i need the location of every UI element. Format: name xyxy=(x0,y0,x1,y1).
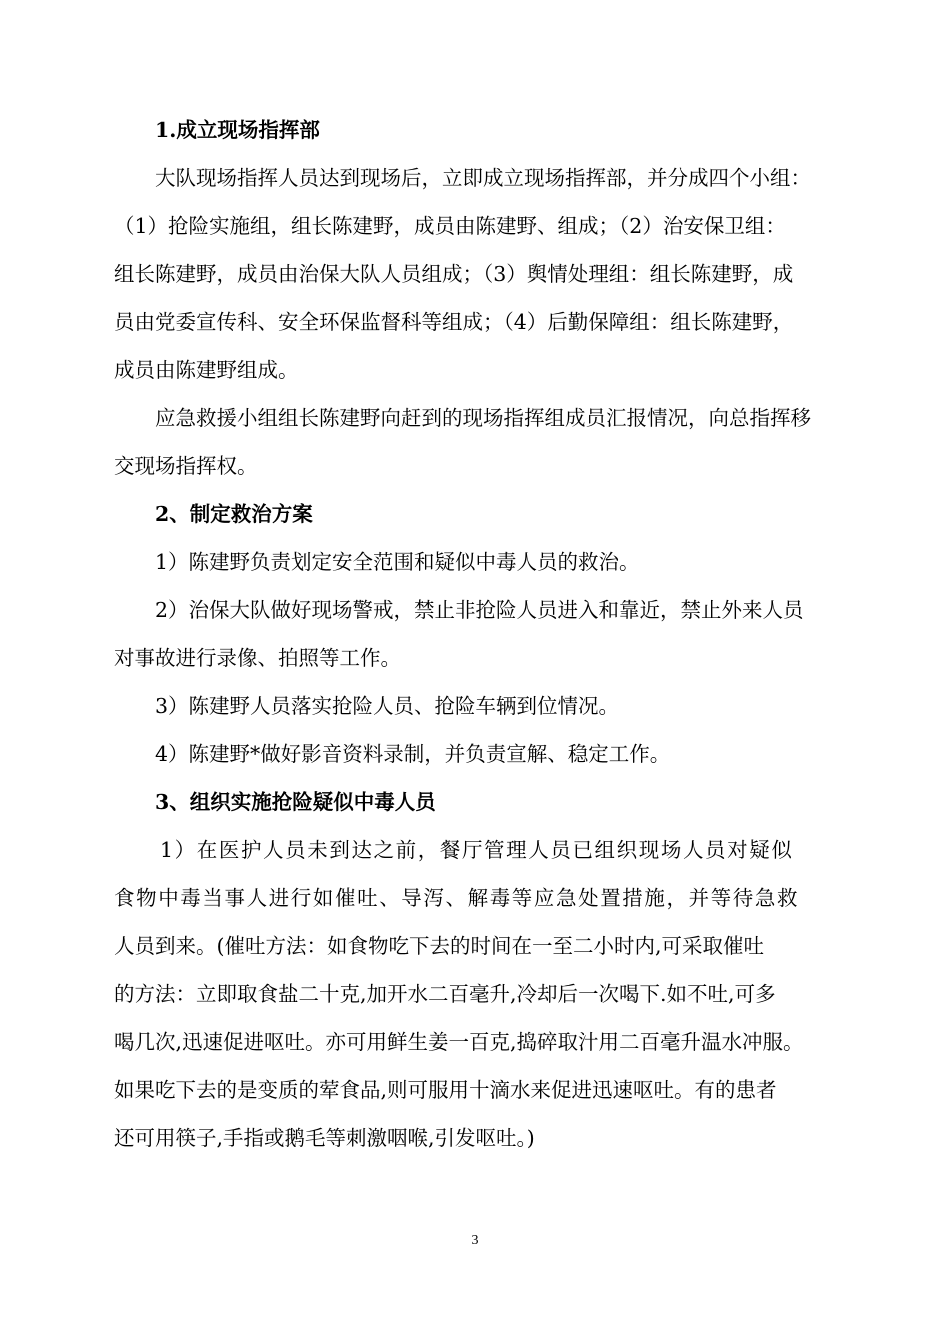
paragraph-line: 应急救援小组组长陈建野向赶到的现场指挥组成员汇报情况，向总指挥移 xyxy=(155,406,811,430)
paragraph-line: 喝几次,迅速促进呕吐。亦可用鲜生姜一百克,捣碎取汁用二百毫升温水冲服。 xyxy=(114,1030,804,1054)
list-item-continuation: 对事故进行录像、拍照等工作。 xyxy=(114,646,401,670)
list-item: 3）陈建野人员落实抢险人员、抢险车辆到位情况。 xyxy=(155,694,620,718)
paragraph-line: 成员由陈建野组成。 xyxy=(114,358,299,382)
paragraph-line: 员由党委宣传科、安全环保监督科等组成；（4）后勤保障组：组长陈建野， xyxy=(114,310,794,334)
paragraph-line: 食物中毒当事人进行如催吐、导泻、解毒等应急处置措施，并等待急救 xyxy=(114,886,800,910)
section-heading-3: 3、组织实施抢险疑似中毒人员 xyxy=(155,790,436,814)
paragraph-line: 大队现场指挥人员达到现场后，立即成立现场指挥部，并分成四个小组： xyxy=(155,166,811,190)
paragraph-line: （1）抢险实施组，组长陈建野，成员由陈建野、组成；（2）治安保卫组： xyxy=(114,214,786,238)
paragraph-line: 交现场指挥权。 xyxy=(114,454,258,478)
list-item: 1）陈建野负责划定安全范围和疑似中毒人员的救治。 xyxy=(155,550,640,574)
paragraph-line: 还可用筷子,手指或鹅毛等刺激咽喉,引发呕吐。) xyxy=(114,1126,535,1150)
paragraph-line: 的方法：立即取食盐二十克,加开水二百毫升,冷却后一次喝下.如不吐,可多 xyxy=(114,982,776,1006)
paragraph-line: 人员到来。(催吐方法：如食物吃下去的时间在一至二小时内,可采取催吐 xyxy=(114,934,765,958)
page-number: 3 xyxy=(471,1233,479,1248)
list-item: 4）陈建野*做好影音资料录制，并负责宣解、稳定工作。 xyxy=(155,742,671,766)
section-heading-2: 2、制定救治方案 xyxy=(155,502,313,526)
paragraph-line: 如果吃下去的是变质的荤食品,则可服用十滴水来促进迅速呕吐。有的患者 xyxy=(114,1078,777,1102)
paragraph-line: 组长陈建野，成员由治保大队人员组成；（3）舆情处理组：组长陈建野，成 xyxy=(114,262,794,286)
list-item: 2）治保大队做好现场警戒，禁止非抢险人员进入和靠近，禁止外来人员 xyxy=(155,598,804,622)
paragraph-line: 1）在医护人员未到达之前，餐厅管理人员已组织现场人员对疑似 xyxy=(160,838,794,862)
section-heading-1: 1.成立现场指挥部 xyxy=(155,118,320,142)
document-body xyxy=(114,106,860,1162)
